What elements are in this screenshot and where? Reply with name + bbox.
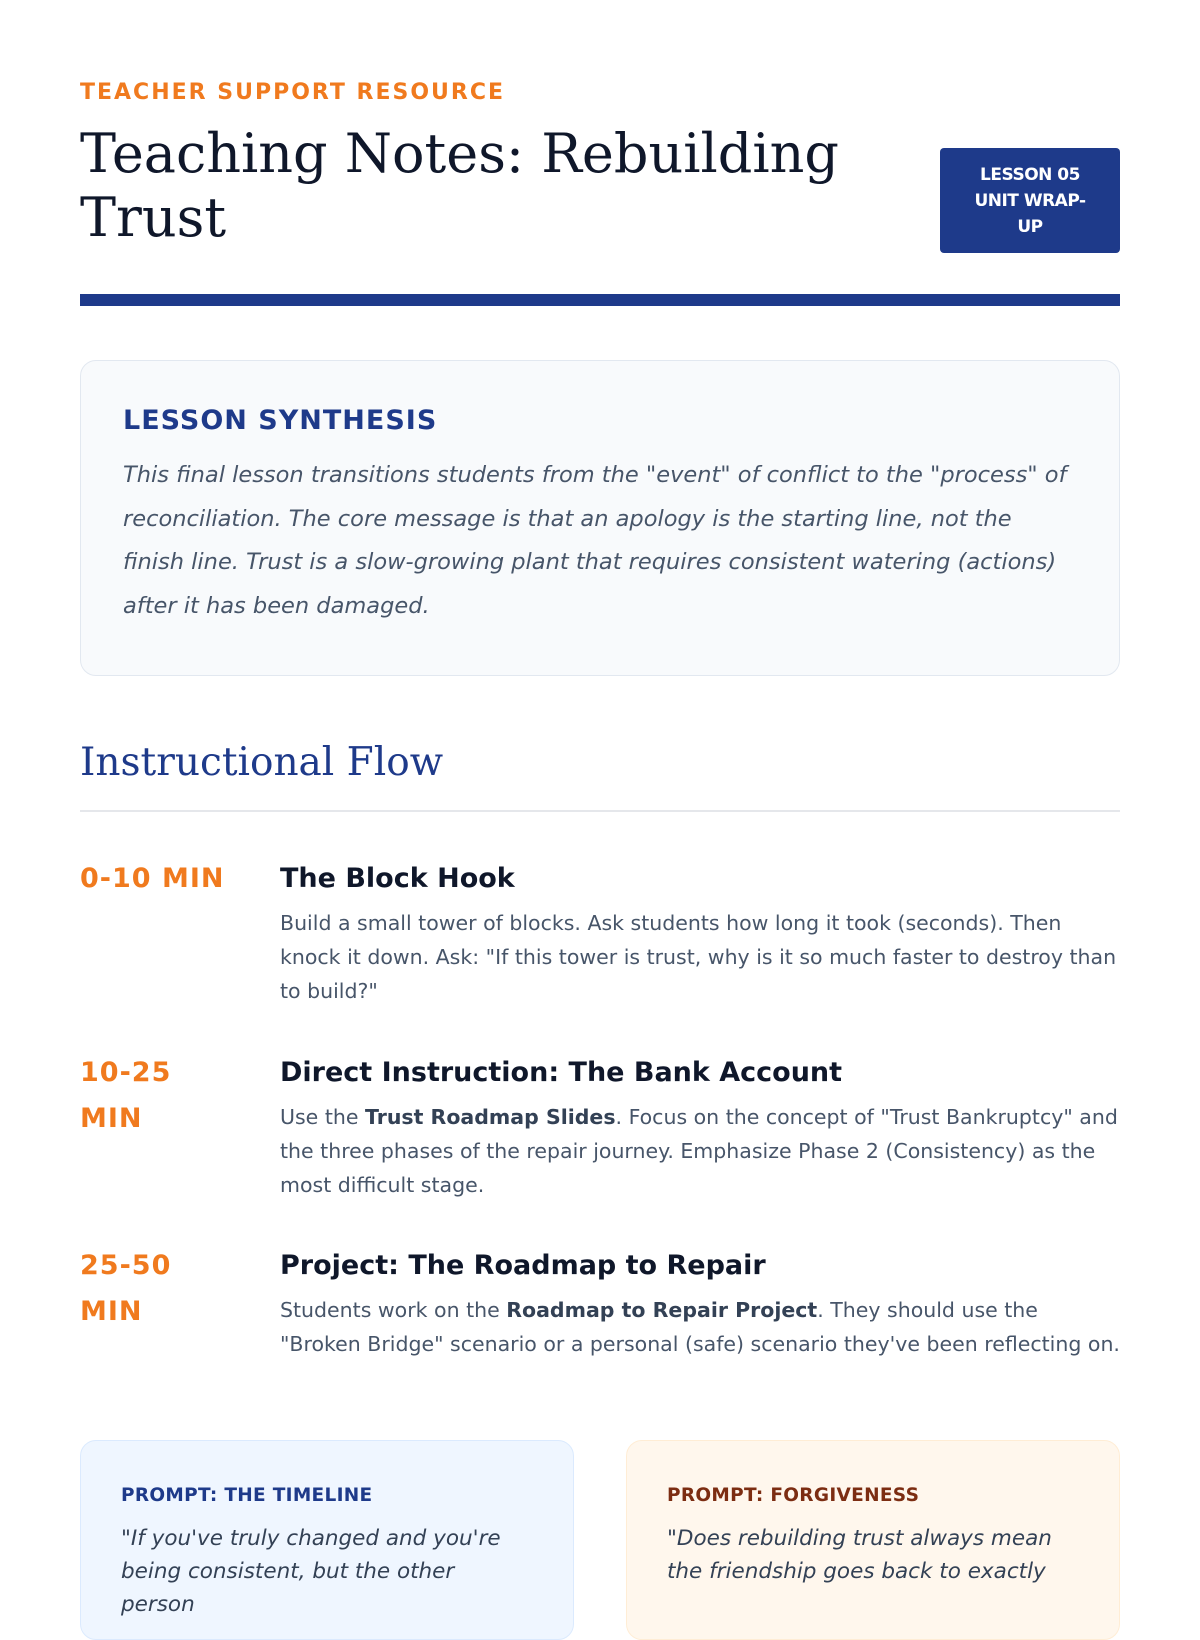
- flow-step-time: 10-25 MIN: [80, 1057, 172, 1134]
- instructional-flow-heading: Instructional Flow: [80, 740, 444, 785]
- prompt-text: "Does rebuilding trust always mean the friendship goes back to exactly: [667, 1526, 1052, 1584]
- flow-divider: [80, 810, 1120, 812]
- flow-step-content: [280, 1050, 1120, 1202]
- lesson-synthesis-card: [80, 360, 1120, 676]
- prompt-text: "If you've truly changed and you're being consistent, but the other person: [121, 1526, 501, 1617]
- flow-step-title: Direct Instruction: The Bank Account: [280, 1057, 843, 1088]
- lesson-badge: [940, 148, 1120, 253]
- lesson-number: LESSON 05: [980, 164, 1080, 185]
- flow-desc-text: . Focus on the concept of "Trust Bankruptcy" and the three phases of the repair journey. Emphasize Phase 2 (Consistency) as the most difficult stage.: [280, 1105, 1118, 1197]
- prompt-card-forgiveness: [626, 1440, 1120, 1640]
- flow-desc-text: . They should use the "Broken Bridge" scenario or a personal (safe) scenario they've been reflecting on.: [280, 1298, 1120, 1356]
- eyebrow-label: TEACHER SUPPORT RESOURCE: [80, 80, 506, 105]
- flow-step-description: [280, 1293, 1120, 1361]
- page-title: Teaching Notes: Rebuilding Trust: [80, 122, 839, 249]
- lesson-unit: UNIT WRAP-UP: [974, 190, 1086, 237]
- flow-step-title: Project: The Roadmap to Repair: [280, 1250, 766, 1281]
- flow-step-content: [280, 1243, 1120, 1361]
- flow-desc-text: Students work on the: [280, 1298, 507, 1322]
- prompt-label: PROMPT: THE TIMELINE: [121, 1485, 373, 1506]
- synthesis-body: This final lesson transitions students from the "event" of conflict to the "process" of reconciliation. The core message is that an apology is the starting line, not the finish line. Trust is a slow-growing plant that requires consistent watering (actions) after it has been damaged.: [123, 462, 1067, 619]
- flow-desc-text: Use the: [280, 1105, 365, 1129]
- trust-roadmap-slides-ref: Trust Roadmap Slides: [364, 1105, 616, 1129]
- flow-step-time: 0-10 MIN: [80, 863, 225, 894]
- header-divider: [80, 294, 1120, 306]
- flow-step-time: 25-50 MIN: [80, 1250, 172, 1327]
- prompt-card-timeline: [80, 1440, 574, 1640]
- flow-step-title: The Block Hook: [280, 863, 515, 894]
- flow-step-description: Build a small tower of blocks. Ask students how long it took (seconds). Then knock it down. Ask: "If this tower is trust, why is it so much faster to destroy than to build?": [280, 911, 1117, 1003]
- prompt-label: PROMPT: FORGIVENESS: [667, 1485, 920, 1506]
- roadmap-project-ref: Roadmap to Repair Project: [506, 1298, 818, 1322]
- synthesis-heading: LESSON SYNTHESIS: [123, 405, 438, 436]
- flow-step-description: [280, 1100, 1120, 1202]
- flow-step-content: [280, 856, 1120, 1008]
